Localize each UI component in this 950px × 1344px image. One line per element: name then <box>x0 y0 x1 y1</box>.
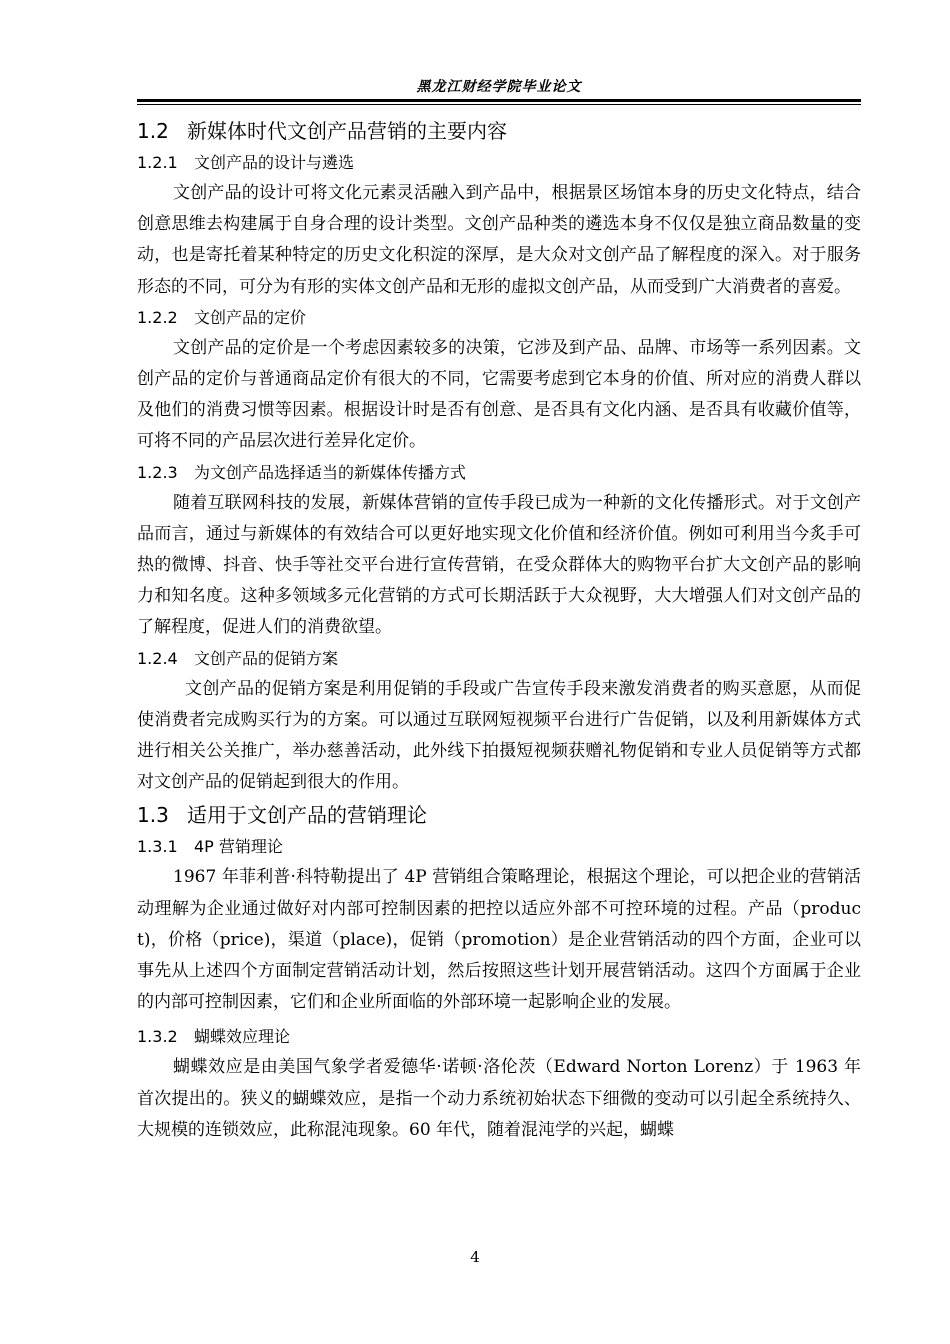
page-number: 4 <box>470 1248 480 1266</box>
subsection-number: 1.2.1 <box>137 153 178 172</box>
subsection-title: 蝴蝶效应理论 <box>194 1027 291 1047</box>
subsection-heading-1-2-3 <box>137 458 861 488</box>
paragraph-1-2-2: 文创产品的定价是一个考虑因素较多的决策，它涉及到产品、品牌、市场等一系列因素。文创产品的定价与普通商品定价有很大的不同，它需要考虑到它本身的价值、所对应的消费人群以及他们的消费习惯等因素。根据设计时是否有创意、是否具有文化内涵、是否具有收藏价值等，可将不同的产品层次进行差异化定价。 <box>137 337 861 452</box>
subsection-heading-1-3-2 <box>137 1022 861 1052</box>
section-number: 1.3 <box>137 803 169 828</box>
header-rule-thick <box>137 99 861 102</box>
subsection-heading-1-2-2 <box>137 303 861 333</box>
subsection-number: 1.3.1 <box>137 837 178 857</box>
subsection-number: 1.2.2 <box>137 307 178 327</box>
section-title: 适用于文创产品的营销理论 <box>187 803 427 828</box>
paragraph-1-2-4: 文创产品的促销方案是利用促销的手段或广告宣传手段来激发消费者的购买意愿，从而促使消费者完成购买行为的方案。可以通过互联网短视频平台进行广告促销，以及利用新媒体方式进行相关公关推广，举办慈善活动，此外线下拍摄短视频获赠礼物促销和专业人员促销等方式都对文创产品的促销起到很大的作用。 <box>137 678 861 793</box>
subsection-number: 1.2.4 <box>137 648 178 668</box>
paragraph-1-2-1: 文创产品的设计可将文化元素灵活融入到产品中，根据景区场馆本身的历史文化特点，结合创意思维去构建属于自身合理的设计类型。文创产品种类的遴选本身不仅仅是独立商品数量的变动，也是寄托着某种特定的历史文化积淀的深厚，是大众对文创产品了解程度的深入。对于服务形态的不同，可分为有形的实体文创产品和无形的虚拟文创产品，从而受到广大消费者的喜爱。 <box>137 183 861 297</box>
subsection-heading-1-2-1 <box>137 148 861 178</box>
section-number: 1.2 <box>137 119 169 143</box>
subsection-title: 为文创产品选择适当的新媒体传播方式 <box>194 462 467 482</box>
subsection-number: 1.2.3 <box>137 462 178 482</box>
subsection-heading-1-2-4 <box>137 644 861 674</box>
subsection-title: 文创产品的促销方案 <box>194 648 339 668</box>
document-body <box>137 114 861 1146</box>
section-title: 新媒体时代文创产品营销的主要内容 <box>187 119 507 143</box>
subsection-heading-1-3-1 <box>137 832 861 862</box>
paragraph-1-3-2: 蝴蝶效应是由美国气象学者爱德华·诺顿·洛伦茨（Edward Norton Lorenz）于 1963 年首次提出的。狭义的蝴蝶效应，是指一个动力系统初始状态下细微的变动可以引起全系统持久、大规模的连锁效应，此称混沌现象。60 年代，随着混沌学的兴起，蝴蝶 <box>137 1057 861 1140</box>
paragraph-1-2-3: 随着互联网科技的发展，新媒体营销的宣传手段已成为一种新的文化传播形式。对于文创产品而言，通过与新媒体的有效结合可以更好地实现文化价值和经济价值。例如可利用当今炙手可热的微博、抖音、快手等社交平台进行宣传营销，在受众群体大的购物平台扩大文创产品的影响力和知名度。这种多领域多元化营销的方式可长期活跃于大众视野，大大增强人们对文创产品的了解程度，促进人们的消费欲望。 <box>137 492 861 638</box>
subsection-number: 1.3.2 <box>137 1027 178 1047</box>
page-header-title: 黑龙江财经学院毕业论文 <box>416 79 582 95</box>
subsection-title: 4P 营销理论 <box>194 837 283 857</box>
subsection-title: 文创产品的设计与遴选 <box>194 153 355 172</box>
header-rule-thin <box>137 104 861 105</box>
subsection-title: 文创产品的定价 <box>194 307 307 327</box>
paragraph-1-3-1: 1967 年菲利普·科特勒提出了 4P 营销组合策略理论，根据这个理论，可以把企业的营销活动理解为企业通过做好对内部可控制因素的把控以适应外部不可控环境的过程。产品（product)，价格（price)，渠道（place)，促销（promotion）是企业营销活动的四个方面，企业可以事先从上述四个方面制定营销活动计划，然后按照这些计划开展营销活动。这四个方面属于企业的内部可控制因素，它们和企业所面临的外部环境一起影响企业的发展。 <box>137 867 861 1013</box>
section-heading-1-3 <box>137 798 861 832</box>
section-heading-1-2 <box>137 114 861 148</box>
